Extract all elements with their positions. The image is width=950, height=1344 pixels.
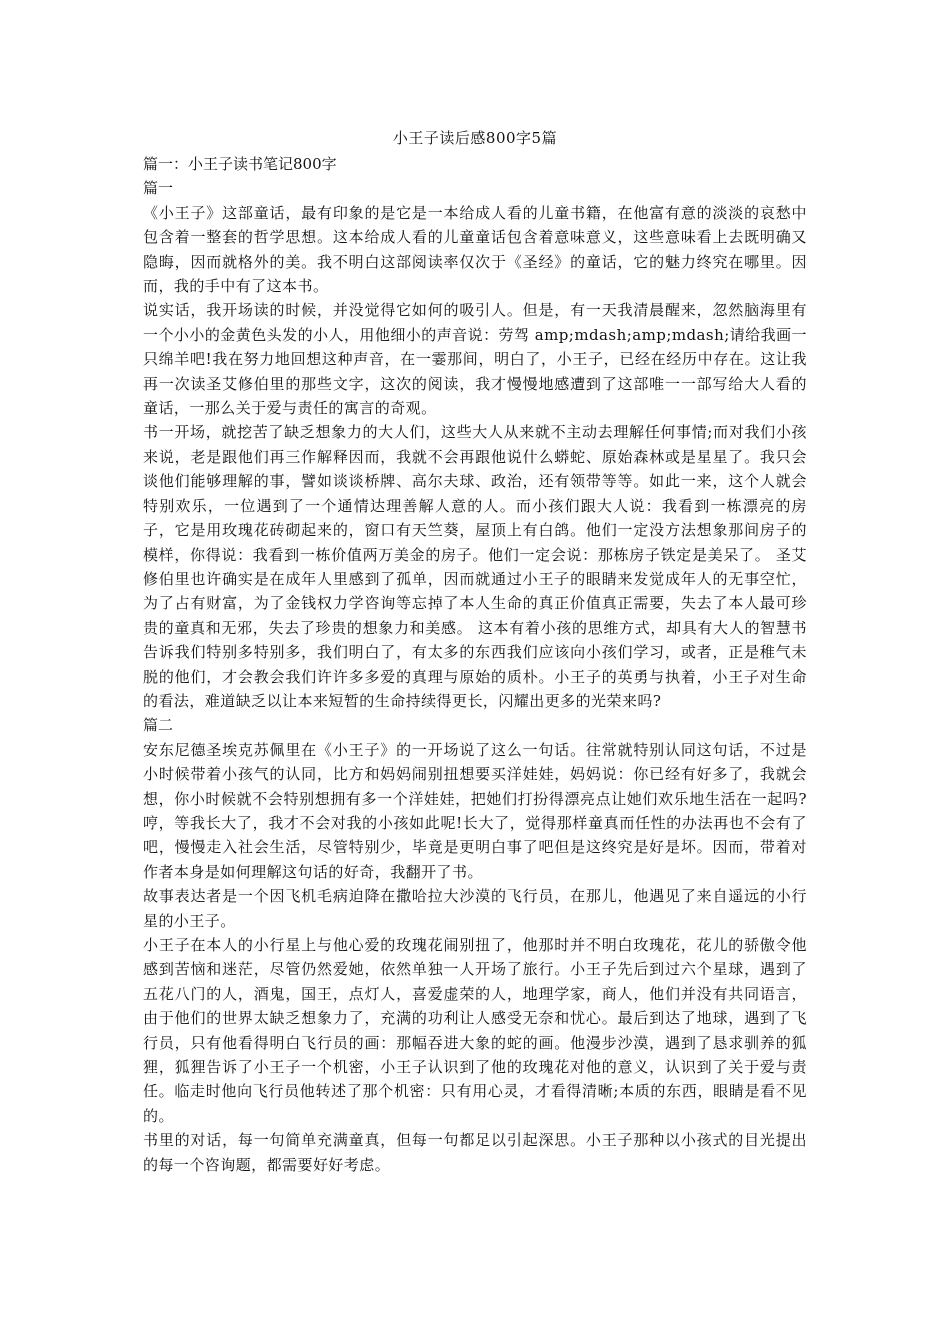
subsection-heading-2: 篇二 (143, 716, 174, 735)
paragraph: 《小王子》这部童话，最有印象的是它是一本给成人看的儿童书籍，在他富有意的淡淡的哀愁中包含着一整套的哲学思想。这本给成人看的儿童童话包含着意味意义，这些意味看上去既明确又隐晦，因而就格外的美。我不明白这部阅读率仅次于《圣经》的童话，它的魅力终究在哪里。因而，我的手中有了这本书。 (143, 203, 807, 296)
subsection-heading-1: 篇一 (143, 179, 174, 198)
paragraph: 说实话，我开场读的时候，并没觉得它如何的吸引人。但是，有一天我清晨醒来，忽然脑海里有一个小小的金黄色头发的小人，用他细小的声音说：劳驾 amp;mdash;amp;mdash;请给我画一只绵羊吧!我在努力地回想这种声音，在一霎那间，明白了，小王子，已经在经历中存在。这让我再一次读圣艾修伯里的那些文字，这次的阅读，我才慢慢地感遭到了这部唯一一部写给大人看的童话，一那么关于爱与责任的寓言的奇观。 (143, 301, 807, 418)
paragraph: 书一开场，就挖苦了缺乏想象力的大人们，这些大人从来就不主动去理解任何事情;而对我们小孩来说，老是跟他们再三作解释因而，我就不会再跟他说什么蟒蛇、原始森林或是星星了。我只会谈他们能够理解的事，譬如谈谈桥牌、高尔夫球、政治，还有领带等等。如此一来，这个人就会特别欢乐，一位遇到了一个通情达理善解人意的人。而小孩们跟大人说：我看到一栋漂亮的房子，它是用玫瑰花砖砌起来的，窗口有天竺葵，屋顶上有白鸽。他们一定没方法想象那间房子的模样，你得说：我看到一栋价值两万美金的房子。他们一定会说：那栋房子铁定是美呆了。 圣艾修伯里也许确实是在成年人里感到了孤单，因而就通过小王子的眼睛来发觉成年人的无事空忙，为了占有财富，为了金钱权力学咨询等忘掉了本人生命的真正价值真正需要，失去了本人最可珍贵的童真和无邪，失去了珍贵的想象力和美感。 这本有着小孩的思维方式，却具有大人的智慧书告诉我们特别多特别多，我们明白了，有太多的东西我们应该向小孩们学习，或者，正是稚气未脱的他们，才会教会我们许许多多爱的真理与原始的质朴。小王子的英勇与执着，小王子对生命的看法，难道缺乏以让本来短暂的生命持续得更长，闪耀出更多的光荣来吗? (143, 423, 807, 710)
document-body (143, 152, 807, 1177)
paragraph: 故事表达者是一个因飞机毛病迫降在撒哈拉大沙漠的飞行员，在那儿，他遇见了来自遥远的小行星的小王子。 (143, 887, 807, 930)
section-heading: 篇一：小王子读书笔记800字 (143, 155, 337, 173)
paragraph: 书里的对话，每一句简单充满童真，但每一句都足以引起深思。小王子那种以小孩式的目光提出的每一个咨询题，都需要好好考虑。 (143, 1131, 807, 1174)
paragraph: 安东尼德圣埃克苏佩里在《小王子》的一开场说了这么一句话。往常就特别认同这句话，不过是小时候带着小孩气的认同，比方和妈妈闹别扭想要买洋娃娃，妈妈说：你已经有好多了，我就会想，你小时候就不会特别想拥有多一个洋娃娃，把她们打扮得漂亮点让她们欢乐地生活在一起吗?哼，等我长大了，我才不会对我的小孩如此呢!长大了，觉得那样童真而任性的办法再也不会有了吧，慢慢走入社会生活，尽管特别少，毕竟是更明白事了吧但是这终究是好是坏。因而，带着对作者本身是如何理解这句话的好奇，我翻开了书。 (143, 740, 807, 881)
paragraph: 小王子在本人的小行星上与他心爱的玫瑰花闹别扭了，他那时并不明白玫瑰花，花儿的骄傲令他感到苦恼和迷茫，尽管仍然爱她，依然单独一人开场了旅行。小王子先后到过六个星球，遇到了五花八门的人，酒鬼，国王，点灯人，喜爱虚荣的人，地理学家，商人，他们并没有共同语言，由于他们的世界太缺乏想象力了，充满的功利让人感受无奈和忧心。最后到达了地球，遇到了飞行员，只有他看得明白飞行员的画：那幅吞进大象的蛇的画。他漫步沙漠，遇到了恳求驯养的狐狸，狐狸告诉了小王子一个机密，小王子认识到了他的玫瑰花对他的意义，认识到了关于爱与责任。临走时他向飞行员他转述了那个机密：只有用心灵，才看得清晰;本质的东西，眼睛是看不见的。 (143, 936, 807, 1125)
document-title: 小王子读后感800字5篇 (392, 129, 558, 147)
